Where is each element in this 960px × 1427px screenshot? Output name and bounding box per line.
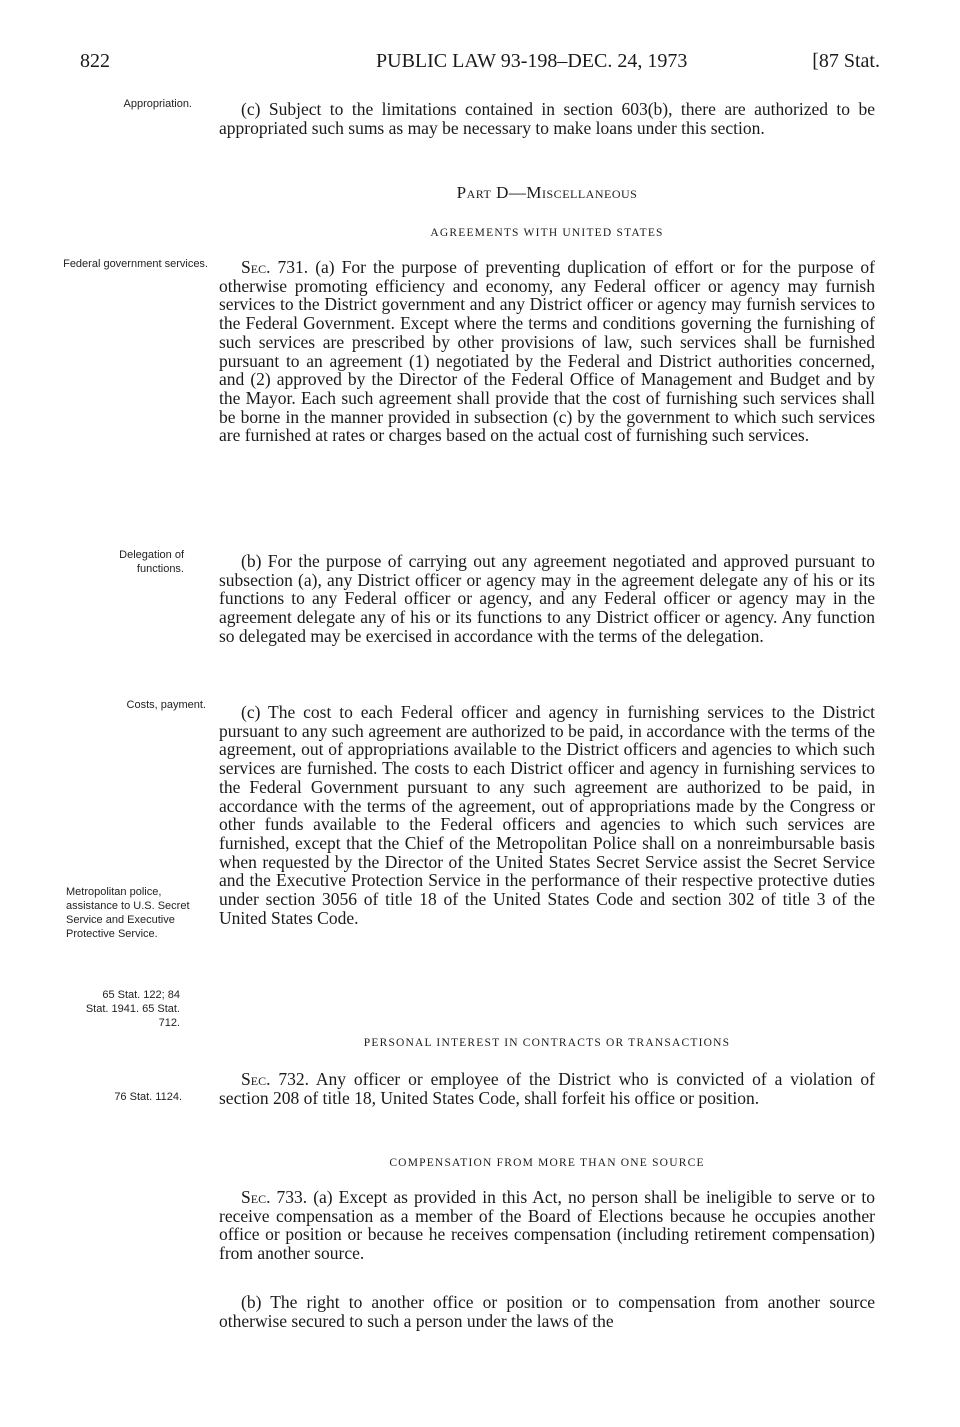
part-d-heading: Part D—Miscellaneous	[456, 183, 638, 202]
margin-note-stat-references: 65 Stat. 122; 84 Stat. 1941. 65 Stat. 712.	[85, 989, 180, 1029]
margin-note-76-stat: 76 Stat. 1124.	[114, 1091, 182, 1103]
sec-733-a-paragraph	[219, 1188, 875, 1263]
margin-note-costs: Costs, payment.	[126, 699, 206, 711]
sec-731-c-paragraph: (c) The cost to each Federal officer and agency in furnishing services to the District pursuant to any such agreement are authorized to be paid, in accordance with the terms of the agreement, out of appropriations available to the District officers and agencies to which such services are furnished. The costs to each District officer and agency in furnishing services to the Federal Government pursuant to any such agreement are authorized to be paid, in accordance with the terms of the agreement, out of appropriations made by the Congress or other funds available to the Federal officers and agencies to which such services are furnished, except that the Chief of the Metropolitan Police shall on a nonreimbursable basis when requested by the Director of the United States Secret Service assist the Secret Service and the Executive Protection Service in the performance of their respective protective duties under section 3056 of title 18 of the United States Code and section 302 of title 3 of the United States Code.	[219, 702, 875, 928]
sec-732-lead: Sec. 732.	[241, 1069, 309, 1089]
personal-interest-heading: PERSONAL INTEREST IN CONTRACTS OR TRANSACTIONS	[363, 1037, 731, 1049]
margin-note-appropriation: Appropriation.	[123, 98, 192, 110]
sec-731-a-text: (a) For the purpose of preventing duplication of effort or for the purpose of otherwise promoting efficiency and economy, any Federal officer or agency may furnish services to the District government and any District officer or agency may furnish services to the Federal Government. Except where the terms and conditions governing the furnishing of such services are prescribed by other provisions of law, such services shall be furnished pursuant to an agreement (1) negotiated by the Federal and District authorities concerned, and (2) approved by the Director of the Federal Office of Management and Budget and by the Mayor. Each such agreement shall provide that the cost of furnishing such services shall be borne in the manner provided in subsection (c) by the government to which such services are furnished at rates or charges based on the actual cost of furnishing such services.	[219, 257, 875, 446]
subsection-c-loans: (c) Subject to the limitations contained in section 603(b), there are authorized to be appropriated such sums as may be necessary to make loans under this section.	[219, 99, 875, 138]
sec-733-a-text: (a) Except as provided in this Act, no person shall be ineligible to serve or to receive compensation as a member of the Board of Elections because he occupies another office or position or because he receives compensation (including retirement compensation) from another source.	[219, 1187, 875, 1264]
sec-733-lead: Sec. 733.	[241, 1187, 308, 1207]
sec-732-paragraph	[219, 1070, 875, 1107]
statute-reference: [87 Stat.	[812, 50, 880, 72]
sec-733-b-paragraph: (b) The right to another office or position or to compensation from another source otherwise secured to such a person under the laws of the	[219, 1292, 875, 1331]
compensation-heading: COMPENSATION FROM MORE THAN ONE SOURCE	[389, 1157, 705, 1169]
margin-note-federal-services: Federal government services.	[63, 258, 208, 270]
page-title: PUBLIC LAW 93-198–DEC. 24, 1973	[376, 50, 688, 72]
running-header	[80, 50, 880, 80]
sec-731-a-paragraph	[219, 258, 875, 445]
sec-731-lead: Sec. 731.	[241, 257, 309, 277]
sec-731-b-paragraph: (b) For the purpose of carrying out any agreement negotiated and approved pursuant to subsection (a), any District officer or agency may in the agreement delegate any of his or its functions to any Federal officer or agency, and any Federal officer or agency may in the agreement delegate any of his or its functions to any District officer or agency. Any function so delegated may be exercised in accordance with the terms of the delegation.	[219, 551, 875, 646]
page-number: 822	[80, 50, 110, 72]
margin-note-delegation: Delegation of functions.	[119, 549, 184, 575]
margin-note-metropolitan-police: Metropolitan police, assistance to U.S. Secret Service and Executive Protective Service.	[66, 886, 190, 940]
sec-732-text: Any officer or employee of the District who is convicted of a violation of section 208 of title 18, United States Code, shall forfeit his office or position.	[219, 1069, 875, 1108]
agreements-heading: AGREEMENTS WITH UNITED STATES	[430, 227, 664, 239]
